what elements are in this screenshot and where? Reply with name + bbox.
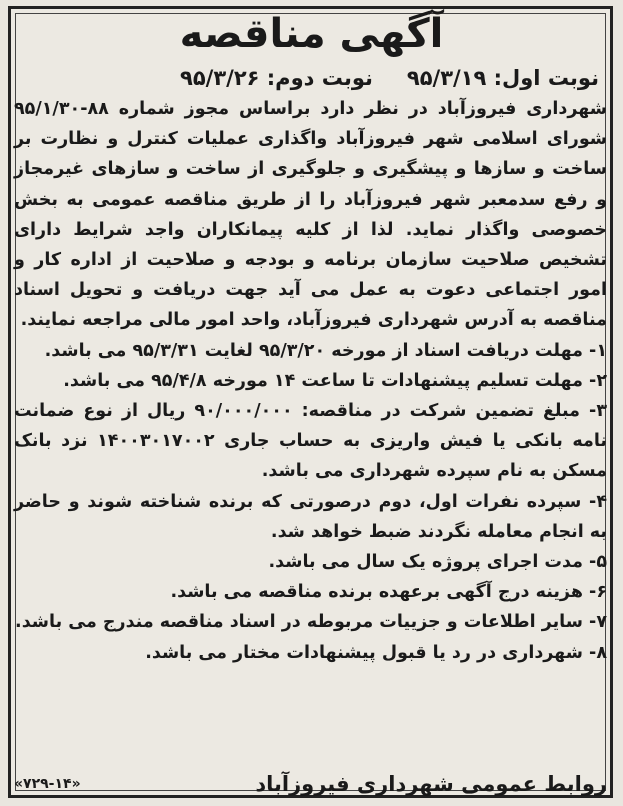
- condition-item: ۲- مهلت تسلیم پیشنهادات تا ساعت ۱۴ مورخه ۹۵/۴/۸ می باشد.: [63, 370, 607, 391]
- condition-item: ۷- سایر اطلاعات و جزییات مربوطه در اسناد مناقصه مندرج می باشد.: [15, 612, 607, 633]
- first-publication-date: نوبت اول: ۹۵/۳/۱۹: [406, 66, 599, 90]
- notice-footer: [14, 772, 607, 796]
- condition-item: ۵- مدت اجرای پروژه یک سال می باشد.: [268, 552, 607, 573]
- intro-paragraph: شهرداری فیروزآباد در نظر دارد براساس مجوز شماره ۸۸-۹۵/۱/۳۰ شورای اسلامی شهر فیروزآباد واگذاری عملیات کنترل و نظارت بر ساخت و سازها و پیشگیری و جلوگیری از ساخت و سازهای غیرمجاز و رفع سدمعبر شهر فیروزآباد را از طریق مناقصه عمومی به بخش خصوصی واگذار نماید. لذا از کلیه پیمانکاران واجد شرایط دارای تشخیص صلاحیت سازمان برنامه و بودجه و صلاحیت از اداره کار و امور اجتماعی دعوت به عمل می آید جهت دریافت و تحویل اسناد مناقصه به آدرس شهرداری فیروزآباد، واحد امور مالی مراجعه نمایند.: [14, 99, 607, 331]
- publication-dates: [24, 64, 599, 92]
- condition-item: ۶- هزینه درج آگهی برعهده برنده مناقصه می باشد.: [170, 582, 607, 603]
- notice-body: [14, 94, 607, 668]
- conditions-list: [14, 336, 607, 668]
- signature: روابط عمومی شهرداری فیروزآباد: [255, 772, 607, 796]
- notice-title: آگهی مناقصه: [179, 11, 444, 57]
- condition-item: ۳- مبلغ تضمین شرکت در مناقصه: ۹۰/۰۰۰/۰۰۰ ریال از نوع ضمانت نامه بانکی یا فیش واریزی به حساب جاری ۱۴۰۰۳۰۱۷۰۰۲ نزد بانک مسکن به نام سپرده شهرداری می باشد.: [14, 401, 607, 482]
- ad-code: «۷۲۹-۱۴»: [14, 776, 81, 792]
- condition-item: ۴- سپرده نفرات اول، دوم درصورتی که برنده شناخته شوند و حاضر به انجام معامله نگردند ضبط خواهد شد.: [14, 491, 607, 542]
- condition-item: ۱- مهلت دریافت اسناد از مورخه ۹۵/۳/۲۰ لغایت ۹۵/۳/۳۱ می باشد.: [44, 340, 607, 361]
- condition-item: ۸- شهرداری در رد یا قبول پیشنهادات مختار می باشد.: [145, 642, 607, 663]
- second-publication-date: نوبت دوم: ۹۵/۳/۲۶: [180, 66, 373, 90]
